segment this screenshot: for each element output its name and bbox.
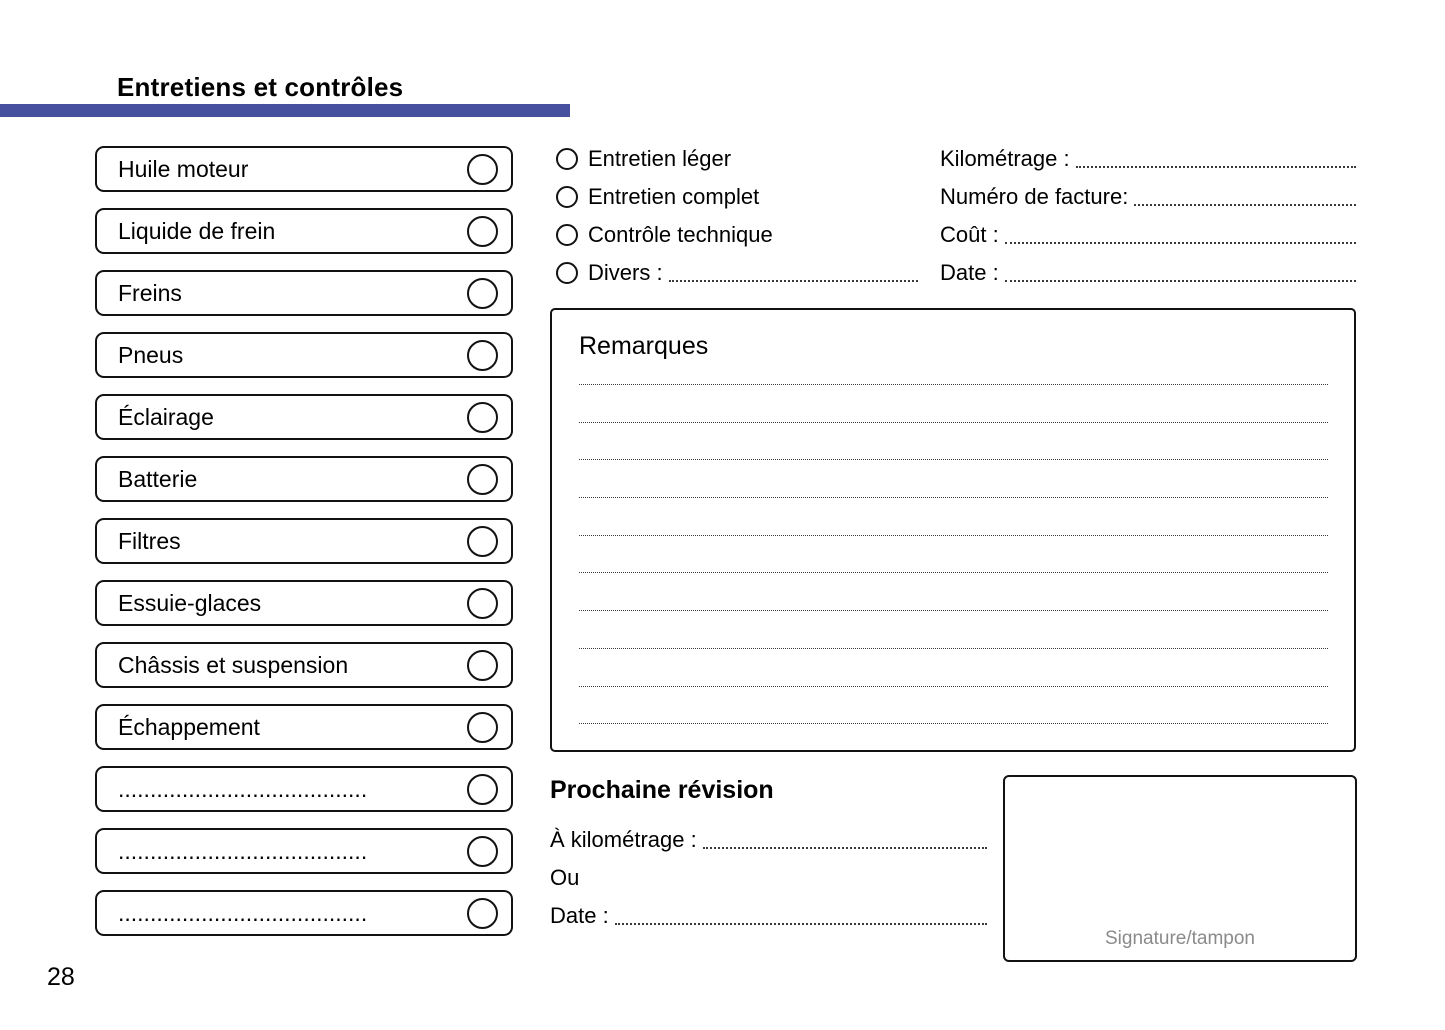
checklist-item-label: Freins [118,279,182,306]
checklist-item-row [95,456,513,502]
remarks-ruled-line [579,460,1328,498]
next-service-field-row [550,897,987,935]
service-type-row [556,140,918,178]
checklist-item-row [95,580,513,626]
next-service-field-row [550,821,987,859]
next-service-field-label: À kilométrage : [550,827,697,852]
invoice-field-label: Kilométrage : [940,146,1070,171]
checkbox-circle[interactable] [467,650,498,681]
checklist-item-label: ....................................... [118,899,368,926]
checklist-item-row [95,332,513,378]
remarks-ruled-line [579,611,1328,649]
signature-label: Signature/tampon [1105,928,1255,949]
checklist-item-label: ....................................... [118,837,368,864]
checklist-item-row [95,270,513,316]
checkbox-circle[interactable] [467,278,498,309]
radio-circle[interactable] [556,262,578,284]
checklist-item-label: Liquide de frein [118,217,276,244]
checklist-item-label: ....................................... [118,775,368,802]
remarks-ruled-line [579,361,1328,385]
remarks-lines [579,361,1328,724]
next-service-title: Prochaine révision [550,776,774,804]
service-type-row [556,216,918,254]
checklist-item-row [95,828,513,874]
remarks-ruled-line [579,649,1328,687]
invoice-field-label: Numéro de facture: [940,184,1129,209]
checkbox-circle[interactable] [467,898,498,929]
invoice-field-label: Coût : [940,222,999,247]
checklist-item-label: Pneus [118,341,184,368]
checklist-item-label: Batterie [118,465,198,492]
remarks-ruled-line [579,385,1328,423]
service-type-row [556,178,918,216]
invoice-field-row [940,216,1356,254]
dotted-line [1076,151,1356,168]
checklist-item-row [95,208,513,254]
checklist-item-row [95,704,513,750]
checklist-item-row [95,890,513,936]
invoice-fields [940,140,1356,292]
dotted-line [1134,189,1356,206]
checklist-item-label: Châssis et suspension [118,651,349,678]
signature-box [1003,775,1357,962]
checklist-item-label: Essuie-glaces [118,589,262,616]
service-type-label: Divers : [588,260,663,285]
checkbox-circle[interactable] [467,526,498,557]
checklist-item-row [95,146,513,192]
next-service-section [550,776,987,935]
checkbox-circle[interactable] [467,154,498,185]
checkbox-circle[interactable] [467,712,498,743]
remarks-ruled-line [579,573,1328,611]
invoice-field-label: Date : [940,260,999,285]
remarks-ruled-line [579,498,1328,536]
checklist-item-label: Filtres [118,527,181,554]
checklist-item-row [95,766,513,812]
service-type-row [556,254,918,292]
dotted-line [703,832,987,849]
dotted-line [1005,265,1356,282]
service-type-label: Entretien léger [588,146,732,171]
page-number: 28 [47,963,75,991]
invoice-field-row [940,178,1356,216]
maintenance-checklist [95,146,513,952]
invoice-field-row [940,254,1356,292]
checklist-item-label: Éclairage [118,403,214,430]
checkbox-circle[interactable] [467,588,498,619]
next-service-field-row [550,859,987,897]
service-type-label: Entretien complet [588,184,760,209]
service-type-options [556,140,918,292]
invoice-field-row [940,140,1356,178]
radio-circle[interactable] [556,148,578,170]
remarks-box [550,308,1356,752]
checkbox-circle[interactable] [467,774,498,805]
radio-circle[interactable] [556,224,578,246]
checklist-item-row [95,642,513,688]
remarks-ruled-line [579,687,1328,725]
page-title: Entretiens et contrôles [117,72,404,102]
dotted-line [1005,227,1356,244]
checkbox-circle[interactable] [467,402,498,433]
checkbox-circle[interactable] [467,464,498,495]
remarks-ruled-line [579,536,1328,574]
next-service-field-label: Ou [550,865,580,890]
checklist-item-label: Huile moteur [118,155,249,182]
checklist-item-row [95,518,513,564]
service-type-label: Contrôle technique [588,222,773,247]
checklist-item-row [95,394,513,440]
checkbox-circle[interactable] [467,340,498,371]
title-underline-bar [0,104,570,117]
radio-circle[interactable] [556,186,578,208]
checkbox-circle[interactable] [467,216,498,247]
next-service-field-label: Date : [550,903,609,928]
remarks-ruled-line [579,423,1328,461]
checklist-item-label: Échappement [118,713,260,740]
dotted-line [615,908,987,925]
remarks-title: Remarques [579,332,709,360]
dotted-line [669,265,918,282]
checkbox-circle[interactable] [467,836,498,867]
